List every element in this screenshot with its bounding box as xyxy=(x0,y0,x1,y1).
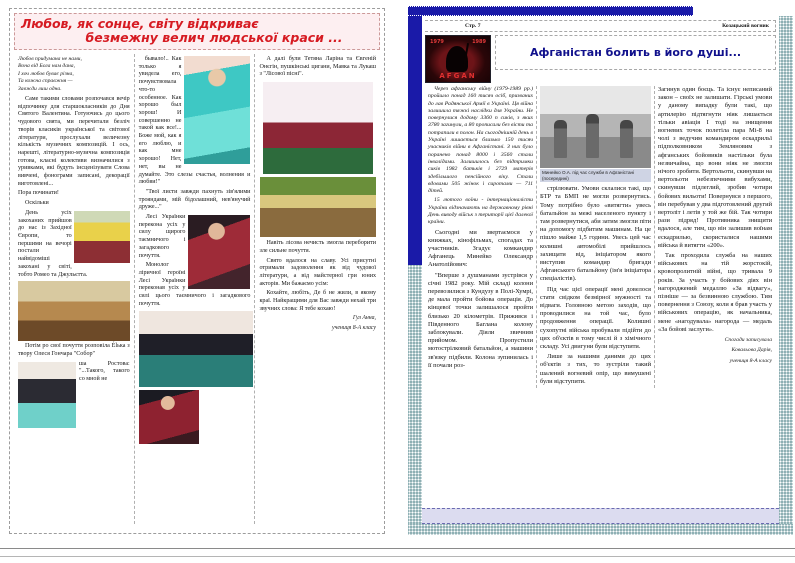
photo-microphone-performer xyxy=(139,390,199,444)
page-number: Стр. 7 xyxy=(465,23,481,29)
spread-divider-line xyxy=(0,548,795,549)
paragraph: Загинув один боєць. Та існує неписаний закон – своїх не залишати. Гірські умови у даному випадку були такі, що артилерію підтягнути ніяк лишається тільки авіація І тоді на знищення вогневих точок полетіла пара Мі-8 на чолі з ведучим командиром ескадрильї підполковником Земляновим з афганських бойовиків настільки була незвичайна, що вони ніяк не змогли нічого зробити. Вертольоти, скинувши на вертольоти небезпечними вибухами, скинувши підлеглий, зробив чотири бойових вильоти! Повернувся з першого, він перебував у два підготовлений другий вертоліт і летів у той же бій. Так чотири рази підряд! Противника знищити вдалося, але тим, що він залишив воїнам ескадрилью, скористалися нашими війська й витягти «200». xyxy=(658,86,772,249)
right-page-top-bar xyxy=(408,6,693,16)
running-head xyxy=(425,20,776,32)
paragraph: Пора починати! xyxy=(18,190,59,197)
left-column-3 xyxy=(255,54,380,524)
right-signature-line3: учениця 8-А класу xyxy=(729,357,772,364)
paragraph: Саме такими словами розпочався вечір відпочинку для старшокласників до Дня Святого Валентина. Готуючись до цього чудового свята, ми перечитали безліч творів класиків української та світової літератури, прослухали величезну кількість музичних композицій. І ось, нарешті, літературно-музична композиція готова, класні колективи визначилися з уривками, які будуть інсценізувати Слова вивчені, фонограми записані, декорації виготовлені... xyxy=(18,96,130,187)
photo-choir-group xyxy=(260,177,376,237)
afgan-wordmark: AFGAN xyxy=(439,72,477,80)
right-page-content xyxy=(422,18,779,524)
afgan-year-end: 1989 xyxy=(472,39,486,45)
paragraph: Лесі Українки перекона усіх у силу щирого таємничого і загадкового почуття. xyxy=(138,214,186,259)
left-columns xyxy=(14,54,380,524)
right-page-left-bar-blue xyxy=(408,16,422,265)
verse-line-1: Любов придумана не нами, xyxy=(18,56,82,62)
verse-block xyxy=(18,56,130,93)
right-page-bottom-bar-teal xyxy=(408,524,793,535)
left-signature-name: Гул Анна, xyxy=(352,315,377,322)
soldier-figure xyxy=(620,120,633,158)
lede-paragraph: 15 лютого воїни - інтернаціоналісти України відзначають на державному рівні День виводу військ з території цієї далекої країни. xyxy=(428,197,533,226)
soldier-figure xyxy=(554,120,567,158)
paragraph: Оскільки xyxy=(25,200,49,207)
right-page xyxy=(400,0,795,556)
right-signature-line1: Спогади записувала xyxy=(724,337,772,344)
left-column-1 xyxy=(14,54,135,524)
publication-name: Козацький вогник xyxy=(722,23,769,29)
verse-line-5: Завжди лиш одна. xyxy=(18,85,62,92)
paragraph: Під час цієї операції мені довелося стати свідком безмірної мужності та відваги. Головною метою заходів, що проводилися на той час, було продовження операції. Колишні сухопутні війська пробували підійти до цих об'єктів в тому числі й з хімічного складу. Усі двигуни були відступити. xyxy=(540,285,651,351)
photo-singer-red-dress xyxy=(188,215,250,289)
paragraph: Кохайте, любіть, Де б не жили, в якому краї. Найкращими для Вас завжди нехай три звучних слова: Я тебе кохаю! xyxy=(259,290,377,312)
right-column-3 xyxy=(655,86,775,388)
left-signature-role: учениця 8-А класу xyxy=(332,325,377,332)
paragraph: "Твої листи завжди пахнуть зів'ялими трояндами, мій бідолашний, нев'янучий друже..." xyxy=(138,188,251,211)
right-column-2 xyxy=(537,86,655,388)
paragraph: Монолог ліричної героїні Лесі Українки переконав усіх у силі цього таємничого і загадкового почуття. xyxy=(138,262,251,307)
photo-group-red-green-dresses xyxy=(263,82,373,174)
paragraph: Свято вдалося на славу. Усі присутні отримали задоволення як від чудової літератури, а від майстерної гри юних акторів. Ми бажаємо усім: xyxy=(259,257,377,287)
afgan-year-start: 1979 xyxy=(430,39,444,45)
paragraph: Так проходила служба на наших військових на тій жорстокій, кровопролитній війні, що тривала 9 років. За участь у бойових діях він нагороджений медаллю «За відвагу», пізніше — за безвинною службою. Тим повернення з Союзу, коли я брав участь у військових операцію, як начальника, мене «нагодувала» нагорода — медаль «За бойові заслуги». xyxy=(658,252,772,333)
left-page-frame xyxy=(9,8,385,534)
page-title-line1: Любов, як сонце, світу відкриває xyxy=(21,16,259,31)
verse-line-3: І хоч любов буває різна, xyxy=(18,70,74,77)
left-page xyxy=(0,0,394,540)
paragraph: стрілювати. Умови склалися такі, що БТР та БМП не могли розвернутись. Тому потрібно було «витягти» увесь батальйон за межі населеного пункту і там розвернутися, аби затим змогли піти на допомогу підбитим машинам. На це пішло майже 1,5 години. Увесь цей час колишні автомобілі прийшлось захищати від, ініціатором якого виступив командир бригади Афганського батальйону (ім'я ініціатора спеціалістів). xyxy=(540,185,651,283)
right-columns xyxy=(425,86,776,388)
verse-line-4: Та кожна справжня — xyxy=(18,78,73,85)
right-column-1 xyxy=(425,86,537,388)
page-title-line2: безмежну велич людської краси ... xyxy=(85,30,343,45)
afgan-memorial-icon xyxy=(425,35,491,83)
photo-stage-dance xyxy=(139,311,253,387)
lede-paragraph: Через афганську війну (1979-1989 рр.) пройшло понад 160 тисяч осіб, призваних до лав Радянської Армії в Україні. Ця війна залишила тяжкі наслідки для України. Не повернулися додому 3360 п сиків, з яких 3780 загинули, а 80 прописали без вісти та потрапили в полон. На сьогоднішній день в Україні лишається близько 150 тисяч учасників війни в Афганістані. З них було поранено понад 8000 і 3560 стали інвалідами. Залишилось без підтримки сиків 1982 батьків і 2729 матерів здебільшого пенсійного віку. Стали вдовами 505 жінок і сиротами — 711 дітей. xyxy=(428,86,533,195)
paragraph: А далі були Тетяна Ларіна та Євгеній Онєгін, пушкінські цигани, Мавка та Лукаш з "Лісової пісні". xyxy=(259,56,377,78)
article-title: Афганістан болить в його душі... xyxy=(495,35,776,70)
paragraph: День усіх закоханих прийшов до нас із Західної Європи, то першими на вечорі постали найвідоміші закохані у світі, тобто Ромео та Джульєтта. xyxy=(18,209,88,278)
right-signature-line2: Ковальова Дарія, xyxy=(731,347,772,354)
right-page-left-bar-teal xyxy=(408,265,422,525)
photo-side-caption: ша Ростова: "...Такого, такого со мной не xyxy=(79,360,130,383)
photo-soldiers-afghanistan xyxy=(540,86,651,168)
left-column-2 xyxy=(135,54,256,524)
soldier-figure xyxy=(586,114,599,158)
paragraph: Лише за нашими даними до цих об'єктів з тих, то зустріли такий шалений вогневий опір, що вимушені були відступити. xyxy=(540,353,651,385)
photo-young-performers xyxy=(18,362,76,428)
paragraph: Навіть лісова нечисть змогла переборити зле сильне почуття. xyxy=(259,240,377,254)
photo-singer-teal-dress xyxy=(184,56,250,164)
paragraph: "Вперше з душманами зустрівся у січні 1982 року. Мій складі колони перевозилися з Кундузу в Пoлі-Хумрі, де мала пройти бойова операція. До кінцевої точки залишалося пройти близько 20 кілометрів. Прижився і Південного Багланa колону заблокували. Діяли звичним прийомом. Пропустили мотострілковий батальйон, а машини зв'язку підбили. Колона зупинилась і її почали роз- xyxy=(428,271,533,369)
right-page-header-row xyxy=(425,35,776,83)
photo-folk-performers xyxy=(74,211,130,263)
left-page-title-box xyxy=(14,13,380,50)
right-page-footer-band xyxy=(422,508,779,524)
verse-line-2: Вона від Бога нам дана, xyxy=(18,63,76,70)
spread-divider-line-secondary xyxy=(0,556,795,557)
photo-caption: Минейко О.А. під час служби в Афганістані (посередині) xyxy=(540,169,651,182)
paragraph: Потім ро свої почуття розповіла Élька з твору Олеся Гончара "Собор" xyxy=(18,343,130,357)
right-page-right-bar-teal xyxy=(779,16,793,525)
paragraph: бывало!.. Как только я увидела его, почувствовала что-то особенное. Как хорошо был хорош! И совершенно не такой как все!... Боже мой, как я его люблю, и как мне хорошо! Нет, нет, вы не думайте. Это слезы счастья, волнения и любви!" xyxy=(138,56,251,186)
paragraph: Сьогодні ми звертаємося у книжках, кінофільмах, спогадах та участників. Згадує комкандир Афганець Минейко Олександр Анатолійович: xyxy=(428,228,533,269)
photo-couple-on-stage xyxy=(18,281,130,341)
